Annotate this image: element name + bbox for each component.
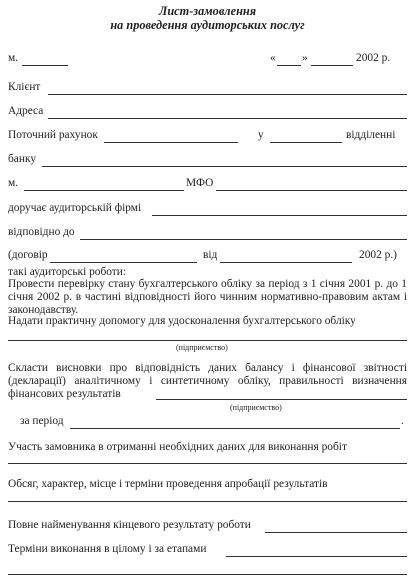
label-mfo: МФО: [186, 177, 214, 189]
form-subtitle: на проведення аудиторських послуг: [110, 18, 305, 32]
header-date-close: »: [302, 52, 308, 64]
form-title: Лист-замовлення: [158, 4, 257, 18]
section-participation: Участь замовника в отриманні необхідних даних для виконання робіт: [8, 441, 347, 453]
period-end-dot: .: [401, 415, 404, 427]
enterprise-note-2: (підприємство): [230, 403, 282, 412]
works-intro: такі аудиторські роботи:: [8, 266, 127, 278]
section-final-result: Повне найменування кінцевого результату роботи: [8, 519, 251, 531]
label-address: Адреса: [8, 105, 44, 117]
label-at: у: [258, 129, 264, 141]
label-from: від: [203, 249, 218, 261]
final-result-line: [265, 532, 407, 533]
work-assist-text: Надати практичну допомогу для удосконалення бухгалтерського обліку: [8, 315, 356, 327]
mfo-line: [216, 190, 407, 191]
address-line: [48, 118, 407, 119]
label-current-account: Поточний рахунок: [8, 129, 98, 141]
header-city-prefix: м.: [8, 52, 19, 64]
label-entrusts: доручає аудиторській фірмі: [8, 202, 142, 214]
label-client: Клієнт: [8, 81, 41, 93]
work-check-paragraph: Провести перевірку стану бухгалтерського обліку за період з 1 січня 2001 р. до 1 січня 2002 р. в частині відповідності його чинним нормативно-правовим актам і законодавству.: [8, 278, 407, 317]
terms-extra-line: [8, 574, 407, 575]
bank-branch-line: [270, 142, 342, 143]
label-according-to: відповідно до: [8, 226, 75, 238]
period-line: [70, 428, 400, 429]
label-period: за період: [20, 415, 64, 427]
header-year: 2002 р.: [356, 52, 391, 64]
assist-enterprise-line: [8, 340, 407, 341]
terms-line: [226, 556, 407, 557]
contract-number-line: [50, 262, 197, 263]
header-date-open: «: [270, 52, 276, 64]
participation-line: [8, 463, 407, 464]
according-line: [80, 239, 407, 240]
header-city-line: [22, 65, 68, 66]
label-contract: (договір: [8, 249, 48, 261]
label-branch: відділенні: [346, 129, 396, 141]
conclusions-enterprise-line: [156, 399, 407, 400]
contract-year: 2002 р.): [359, 249, 397, 261]
section-terms: Терміни виконання в цілому і за етапами: [8, 543, 207, 555]
account-line: [104, 142, 238, 143]
enterprise-note-1: (підприємство): [176, 343, 228, 352]
approbation-line: [8, 501, 407, 502]
label-bank: банку: [8, 153, 37, 165]
contract-date-line: [220, 262, 352, 263]
client-line: [48, 94, 407, 95]
city-line: [24, 190, 184, 191]
section-approbation: Обсяг, характер, місце і терміни проведення апробації результатів: [8, 478, 328, 490]
label-city: м.: [8, 177, 19, 189]
header-day-line: [277, 65, 301, 66]
bank-line: [42, 166, 407, 167]
work-conclusions-paragraph: Скласти висновки про відповідність даних балансу і фінансової звітності (декларації) аналітичному і синтетичному обліку, правильності визначення фінансових результатів: [8, 362, 407, 401]
audit-firm-line: [152, 215, 407, 216]
header-month-line: [311, 65, 353, 66]
